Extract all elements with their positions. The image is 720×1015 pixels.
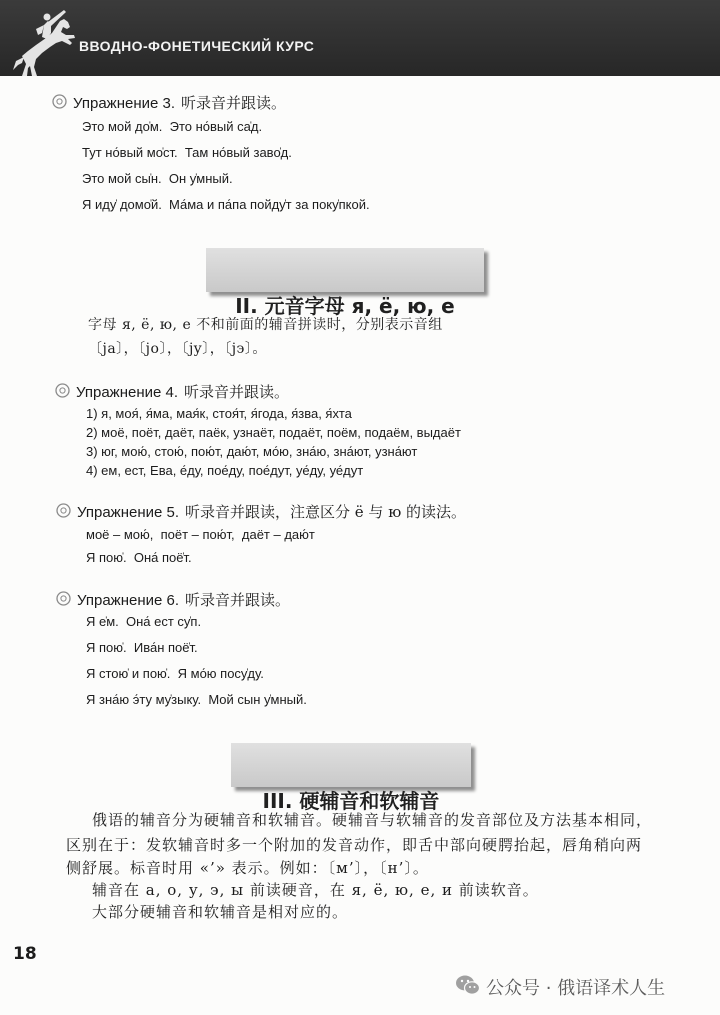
rider-head-shape — [44, 14, 51, 21]
disc-outer-ring — [56, 384, 69, 397]
exercise-instruction: 听录音并跟读。 — [184, 383, 290, 401]
audio-disc-icon — [56, 591, 71, 606]
exercise-line: Я е̍м. Она́ ест су̍п. — [86, 614, 202, 629]
section-3-paragraph-line: 区别在于：发软辅音时多一个附加的发音动作，即舌中部向硬腭抬起，唇角稍向两 — [66, 836, 643, 854]
exercise-line: Я стою̍ и пою̍. Я мо́ю посу̍ду. — [86, 666, 264, 681]
exercise-line: Я зна́ю э́ту му̍зыку. Мой сын у̍мный. — [86, 692, 307, 707]
disc-inner-ring — [57, 99, 62, 104]
horseman-statue-icon — [6, 4, 82, 76]
exercise-line: Это мой до̍м. Это но́вый са̍д. — [82, 119, 263, 134]
section-3-paragraph-line: 侧舒展。标音时用 «’» 表示。例如：〔м’〕，〔н’〕。 — [66, 859, 429, 877]
disc-inner-ring — [61, 596, 66, 601]
wechat-eye — [469, 986, 471, 988]
exercise-line: 1) я, моя́, я́ма, мая́к, стоя́т, я́года, я́зва, я́хта — [86, 406, 352, 421]
exercise-5-heading — [77, 501, 466, 522]
exercise-line: Это мой сы̍н. Он у̍мный. — [82, 171, 233, 186]
exercise-instruction: 听录音并跟读。 — [185, 591, 291, 609]
exercise-line: 2) моё, поёт, даёт, паёк, узнаёт, подаёт, поём, подаём, выдаёт — [86, 425, 461, 440]
exercise-label: Упражнение 6. — [77, 592, 180, 609]
disc-outer-ring — [53, 95, 66, 108]
exercise-label: Упражнение 4. — [76, 384, 179, 401]
audio-disc-icon — [56, 503, 71, 518]
exercise-6-heading — [77, 589, 290, 610]
disc-inner-ring — [61, 508, 66, 513]
page-number: 18 — [13, 944, 37, 964]
exercise-4-heading — [76, 381, 289, 402]
exercise-line: 4) ем, ест, Ева, е́ду, пое́ду, пое́дут, уе́ду, уе́дут — [86, 463, 364, 478]
wechat-bubble-small — [465, 982, 480, 994]
audio-disc-icon — [55, 383, 70, 398]
section-3-paragraph-line: 辅音在 а, о, у, э, ы 前读硬音，在 я, ё, ю, е, и 前读软音。 — [92, 881, 539, 899]
section-3-paragraph-line: 大部分硬辅音和软辅音是相对应的。 — [92, 903, 349, 921]
disc-inner-ring — [60, 388, 65, 393]
exercise-line: Я иду̍ домо̍й. Ма́ма и па́па пойду̍т за поку̍пкой. — [82, 197, 370, 212]
horse-tail-shape — [13, 57, 24, 70]
exercise-instruction: 听录音并跟读。 — [181, 94, 287, 112]
audio-disc-icon — [52, 94, 67, 109]
section-2-title: II. 元音字母 я, ё, ю, е — [235, 294, 455, 318]
exercise-3-heading — [73, 92, 286, 113]
wechat-eye — [461, 980, 463, 982]
exercise-line: Я пою̍. Ива́н поё̍т. — [86, 640, 198, 655]
wechat-eye — [474, 986, 476, 988]
wechat-icon — [455, 974, 481, 996]
exercise-line: 3) юг, мою́, стою́, пою́т, даю́т, мо́ю, зна́ю, зна́ют, узна́ют — [86, 444, 418, 459]
disc-outer-ring — [57, 504, 70, 517]
section-2-title-box — [206, 248, 484, 318]
chapter-title: ВВОДНО-ФОНЕТИЧЕСКИЙ КУРС — [79, 38, 315, 54]
exercise-label: Упражнение 3. — [73, 95, 176, 112]
watermark-text: 公众号 · 俄语译术人生 — [486, 978, 666, 999]
exercise-line: Я пою̍. Она́ поё̍т. — [86, 550, 192, 565]
exercise-instruction: 听录音并跟读，注意区分 ё 与 ю 的读法。 — [185, 503, 467, 521]
section-2-paragraph-line: 〔ja〕，〔jo〕，〔jy〕，〔jэ〕。 — [88, 341, 267, 357]
exercise-line: Тут но́вый мо̍ст. Там но́вый заво̍д. — [82, 145, 292, 160]
exercise-label: Упражнение 5. — [77, 504, 180, 521]
section-3-title: III. 硬辅音和软辅音 — [262, 789, 440, 813]
wechat-eye — [467, 980, 469, 982]
section-3-paragraph-line: 俄语的辅音分为硬辅音和软辅音。硬辅音与软辅音的发音部位及方法基本相同， — [92, 811, 653, 829]
section-2-paragraph-line: 字母 я, ё, ю, е 不和前面的辅音拼读时，分别表示音组 — [88, 317, 443, 333]
disc-outer-ring — [57, 592, 70, 605]
exercise-line: моё – мою́, поёт – пою́т, даёт – даю́т — [86, 527, 315, 542]
section-3-title-box — [231, 743, 471, 813]
